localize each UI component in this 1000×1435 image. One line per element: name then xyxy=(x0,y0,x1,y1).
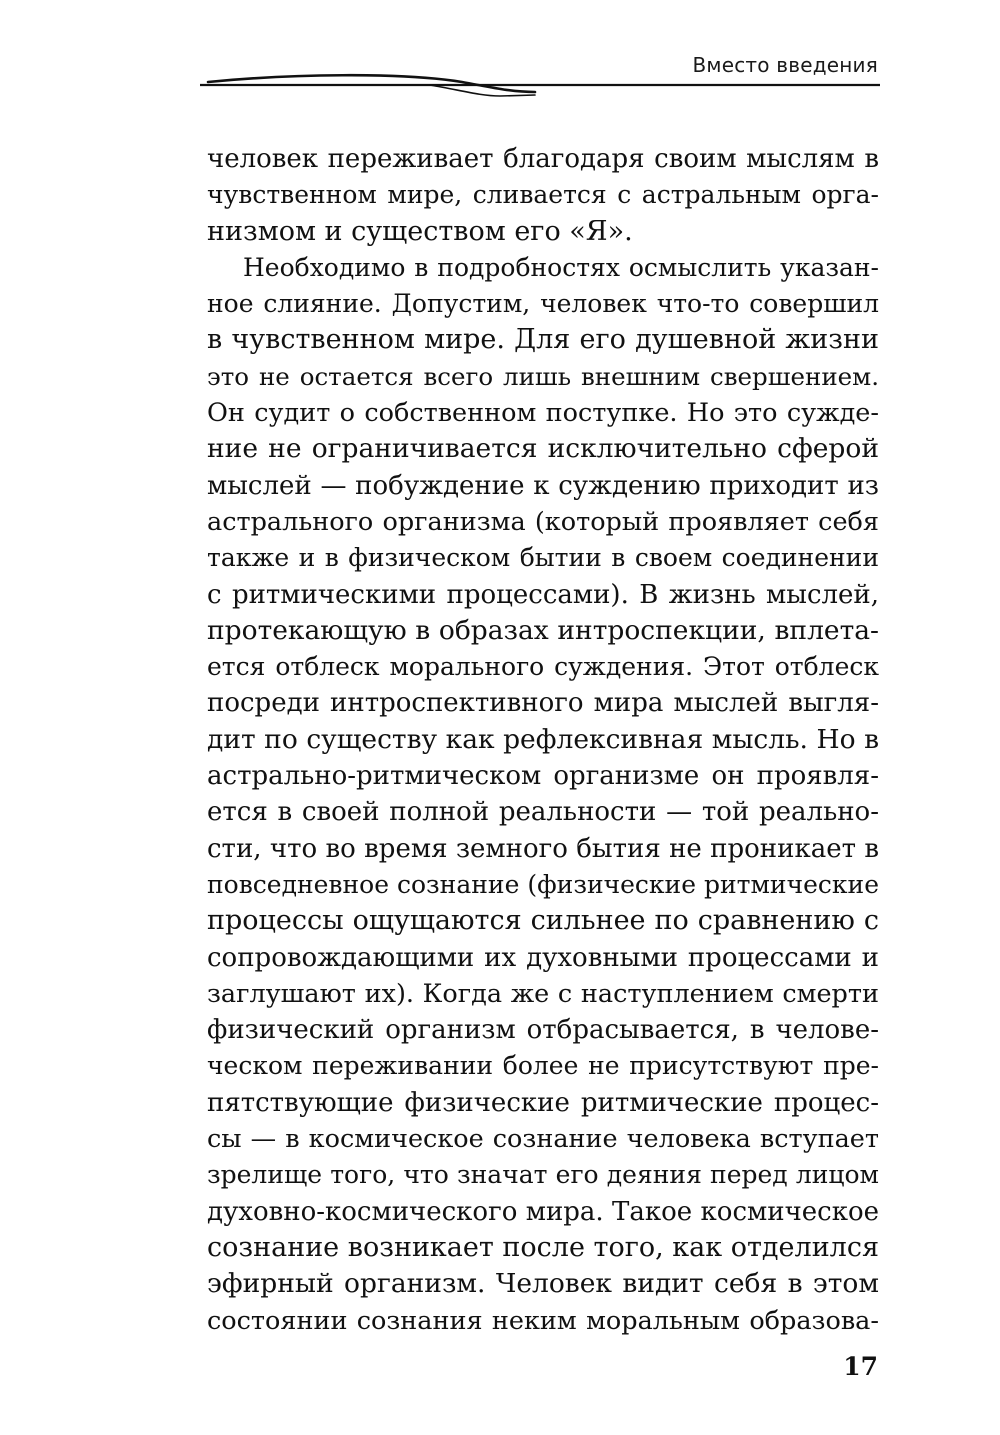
text-line-19: ется в своей полной реальности — той реально- xyxy=(207,797,879,828)
text-line-8: Он судит о собственном поступке. Но это сужде- xyxy=(207,398,879,429)
text-line-22: процессы ощущаются сильнее по сравнению с xyxy=(207,905,879,937)
text-line-27: пятствующие физические ритмические процес- xyxy=(207,1087,879,1118)
page-number: 17 xyxy=(843,1352,878,1381)
text-line-13: с ритмическими процессами). В жизнь мыслей, xyxy=(207,579,879,610)
text-line-3: низмом и существом его «Я». xyxy=(207,215,633,247)
text-line-9: ние не ограничивается исключительно сферой xyxy=(207,433,879,465)
header-rule-ornament xyxy=(200,70,880,110)
text-line-20: сти, что во время земного бытия не проникает в xyxy=(207,833,879,864)
text-line-10: мыслей — побуждение к суждению приходит из xyxy=(207,470,879,501)
text-line-23: сопровождающими их духовными процессами и xyxy=(207,942,879,973)
text-line-4: Необходимо в подробностях осмыслить указан- xyxy=(243,252,879,282)
text-line-26: ческом переживании более не присутствуют пре- xyxy=(207,1051,879,1081)
text-line-28: сы — в космическое сознание человека вступает xyxy=(207,1124,879,1155)
text-line-21: повседневное сознание (физические ритмические xyxy=(207,869,879,899)
running-head: Вместо введения xyxy=(692,53,878,77)
text-line-11: астрального организма (который проявляет себя xyxy=(207,506,879,537)
text-line-29: зрелище того, что значат его деяния перед лицом xyxy=(207,1160,879,1190)
text-line-16: посреди интроспективного мира мыслей выгля- xyxy=(207,688,879,719)
text-line-30: духовно-космического мира. Такое космическое xyxy=(207,1196,879,1227)
text-line-1: человек переживает благодаря своим мыслям в xyxy=(207,144,879,174)
text-line-24: заглушают их). Когда же с наступлением смерти xyxy=(207,978,879,1009)
text-line-17: дит по существу как рефлексивная мысль. Но в xyxy=(207,723,879,755)
text-line-14: протекающую в образах интроспекции, вплета- xyxy=(207,614,879,646)
text-line-12: также и в физическом бытии в своем соединении xyxy=(207,543,879,573)
text-line-5: ное слияние. Допустим, человек что-то совершил xyxy=(207,289,879,319)
text-line-6: в чувственном мире. Для его душевной жизни xyxy=(207,324,879,356)
text-line-25: физический организм отбрасывается, в челове- xyxy=(207,1015,879,1046)
text-line-31: сознание возникает после того, как отделился xyxy=(207,1231,879,1263)
text-line-32: эфирный организм. Человек видит себя в этом xyxy=(207,1268,879,1300)
text-line-18: астрально-ритмическом организме он проявля- xyxy=(207,761,879,792)
body-text xyxy=(207,141,879,1339)
text-line-2: чувственном мире, сливается с астральным орга- xyxy=(207,180,879,210)
text-line-15: ется отблеск морального суждения. Этот отблеск xyxy=(207,652,879,682)
text-line-33: состоянии сознания неким моральным образова- xyxy=(207,1305,879,1336)
text-line-7: это не остается всего лишь внешним свершением. xyxy=(207,361,879,391)
